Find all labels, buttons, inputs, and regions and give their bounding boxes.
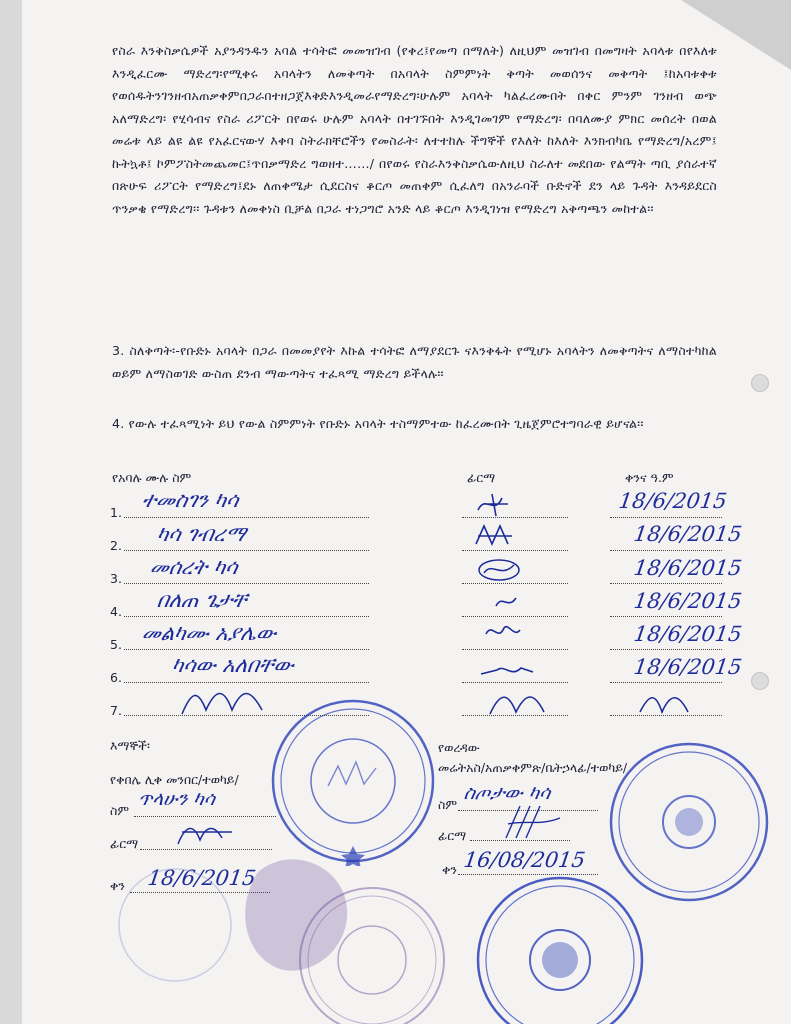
witness-date: 18/6/2015 (146, 866, 258, 890)
witnesses-title: እማኞች፡ (110, 738, 150, 753)
paragraph-duties: የስራ እንቅስቃሴዎች አያንዳንዱን አባል ተሳትፎ መመዝገብ (የቀረ፤የመጣ በማለት) ለዚህም መዝገብ በመግዛት አባላቱ በየእለቱ እንዲፈርሙ ማድረግ፡የሚቀሩ አባላትን ለመቅጣት በአባላት ስምምነት ቅጣት መወሰንና መቅጣት ፤ከአባቱቀቱ የወሰዱትንገንዘብአጠቃቀምበጋራበተዘጋጀእቅድእንዲመራየማድረግ፡ሁሉም አባላት ካልፈረሙበት በቀር ምንም ገንዘብ ወጭ አለማድረግ፡ የሂሳብና የስራ ሪፖርት በየወሩ ሁሉም አባላት በተገኙበት እንዲገመገም የማድረግ፡ በባለሙያ ምክር መሰረት በወል መሬቱ ላይ ልዩ ልዩ የአፈርናውሃ እቀባ ስትራክቸሮችን የመስራት፡ ለተተከሉ ችግኞች የእለት ከእለት እንክብካቤ የማድረግ/አረም፤ ኩትኳቶ፤ ኮምፖስትመጨመር፤ጥበቃማድረ ግወዘተ……/ በየወሩ የስራእንቅስቃሴውለዚህ ስራለተ መደበው የልማት ጣቢ ያሰራተኛ በጽሁፍ ሪፖርት የማድረግ፤ደኑ ለጠቀሜታ ሲደርስና ቆርጦ መጠቀም ሲፈለግ በአንራባች ቡድኖች ደን ላይ ጉዳት እንዳይደርስ ጥንቃቄ የማድረግ፡፡ ጉዳቱን ለመቀነስ ቢቻል በጋራ ተነጋግሮ አንድ ላይ ቆርጦ እንዲገነዝ የማድረግ አቅጣጫን መከተል፡፡ (112, 43, 717, 216)
strike-mark (482, 684, 582, 720)
verifier-signature-label: ፊርማ (438, 828, 467, 843)
kebele-seal-stamp (268, 696, 438, 866)
kebele-chair-label: የቀበሌ ሊቀ መንበር/ተወካይ/ (110, 772, 239, 787)
member-date: 18/6/2015 (632, 622, 744, 646)
signature-mark (492, 590, 522, 614)
punch-hole (751, 672, 769, 690)
row-number: 6. (110, 670, 122, 685)
verifier-name-label: ስም (438, 797, 458, 812)
row-number: 3. (110, 571, 122, 586)
member-name: በለጠ ጌታቸ (155, 588, 249, 612)
witness-name-label: ስም (110, 803, 130, 818)
member-name: ተመስገን ካሳ (140, 488, 241, 512)
verifier-date-label: ቀን (442, 862, 457, 877)
member-date: 18/6/2015 (632, 589, 744, 613)
header-signature: ፊርማ (467, 470, 496, 485)
paragraph-penalty: 3. ስለቅጣት፡-የቡድኑ አባላት በጋራ በመመያየት እኩል ተሳትፎ ለማያደርጉ ናእንቅፋት የሚሆኑ አባላትን ለመቅጣትና ለማስተካከል ወይም ለማስወገድ ውስጠ ደንብ ማውጣትና ተፈጻሚ ማድረግ ይችላሉ፡፡ (112, 343, 717, 381)
witness-date-label: ቀን (110, 878, 125, 893)
signature-mark (474, 555, 524, 585)
strike-mark (632, 684, 712, 720)
row-number: 1. (110, 505, 122, 520)
member-date: 18/6/2015 (632, 655, 744, 679)
signature-mark (474, 490, 514, 520)
paragraph-effectiveness: 4. የውሉ ተፈጻሚነት ይህ የውል ስምምነት የቡድኑ አባላት ተስማምተው ከፈረሙበት ጊዜጀምሮተግባራዊ ይሆናል፡፡ (112, 416, 644, 431)
witness-name: ጥላሁን ካሳ (136, 788, 217, 810)
faint-back-stamp (100, 865, 250, 985)
punch-hole (751, 374, 769, 392)
header-date: ቀንና ዓ.ም (625, 470, 674, 485)
verifier-signature (500, 800, 570, 844)
signature-mark (477, 660, 537, 682)
member-date: 18/6/2015 (617, 489, 729, 513)
signature-mark (472, 520, 516, 552)
lower-seal-stamp (470, 872, 650, 1024)
row-number: 2. (110, 538, 122, 553)
row-number: 5. (110, 637, 122, 652)
member-date: 18/6/2015 (632, 522, 744, 546)
verifier-title: የወረዳው (438, 740, 480, 755)
verifier-name: ስጦታው ካሳ (462, 782, 552, 804)
document-page (22, 0, 791, 1024)
member-date: 18/6/2015 (632, 556, 744, 580)
header-member-name: የአባሉ ሙሉ ስም (112, 470, 192, 485)
member-name: መልካሙ አያሌው (140, 621, 279, 645)
member-name: መሰረት ካሳ (148, 555, 240, 579)
witness-signature-label: ፊርማ (110, 836, 139, 851)
row-number: 7. (110, 703, 122, 718)
member-name: ካሳ ገብረማ (155, 522, 248, 546)
verifier-date: 16/08/2015 (462, 848, 587, 872)
verifier-office-label: መሬትአስ/አጠቃቀምጽ/ቤትኃላፊ/ተወካይ/ (438, 760, 628, 775)
member-name: ካሳው አለበቸው (170, 653, 296, 677)
signature-mark (482, 620, 522, 644)
row-number: 4. (110, 604, 122, 619)
